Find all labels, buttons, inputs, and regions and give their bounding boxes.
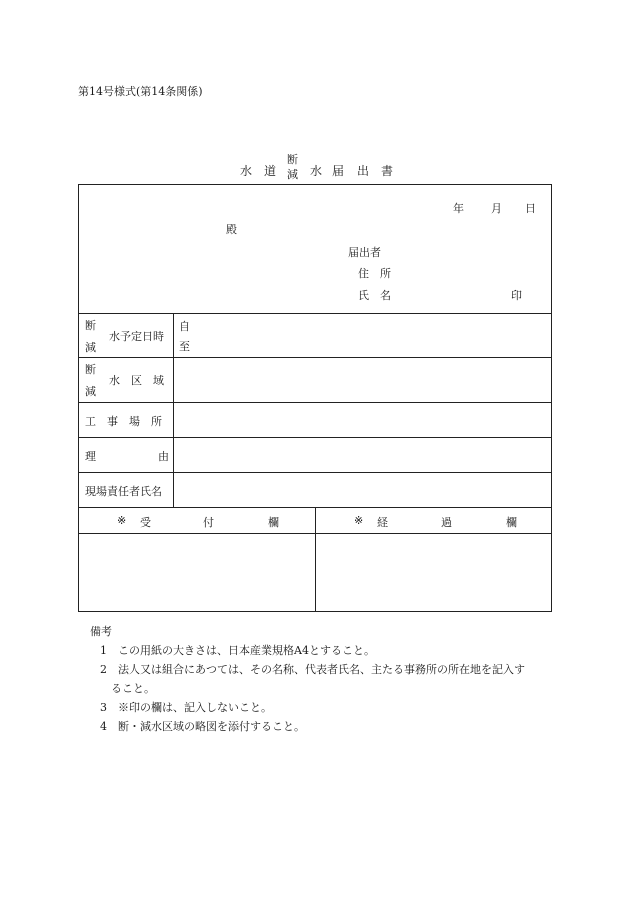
column-divider bbox=[315, 507, 316, 611]
name-label: 氏 名 bbox=[358, 289, 391, 302]
address-label: 住 所 bbox=[358, 267, 391, 280]
area-stack-bottom: 減 bbox=[85, 385, 96, 398]
reason-label-left: 理 bbox=[85, 450, 96, 463]
reason-label-right: 由 bbox=[158, 450, 169, 463]
schedule-stack-top: 断 bbox=[85, 319, 96, 332]
notes-heading: 備考 bbox=[90, 625, 112, 638]
reception-char: 欄 bbox=[268, 516, 279, 529]
row-divider bbox=[79, 313, 551, 314]
title-stack-bottom: 減 bbox=[287, 168, 298, 181]
area-stack-top: 断 bbox=[85, 363, 96, 376]
title-char: 水 bbox=[310, 164, 323, 178]
schedule-to-label: 至 bbox=[179, 340, 190, 353]
note-item: 4 断・減水区域の略図を添付すること。 bbox=[100, 720, 305, 733]
progress-mark: ※ bbox=[354, 514, 364, 527]
schedule-stack bbox=[85, 315, 96, 359]
addressee-suffix: 殿 bbox=[226, 223, 237, 236]
reception-mark: ※ bbox=[117, 514, 127, 527]
note-item: 2 法人又は組合にあつては、その名称、代表者氏名、主たる事務所の所在地を記入す bbox=[100, 663, 525, 676]
reception-char: 付 bbox=[203, 516, 214, 529]
note-item: 3 ※印の欄は、記入しないこと。 bbox=[100, 701, 272, 714]
form-number-label: 第14号様式(第14条関係) bbox=[78, 85, 203, 98]
title-char: 道 bbox=[264, 164, 277, 178]
column-divider bbox=[173, 313, 174, 507]
notes-section bbox=[90, 622, 525, 736]
progress-char: 経 bbox=[377, 516, 388, 529]
schedule-from-label: 自 bbox=[179, 320, 190, 333]
progress-char: 過 bbox=[441, 516, 452, 529]
title-char: 出 bbox=[357, 164, 370, 178]
day-label: 日 bbox=[525, 202, 536, 215]
schedule-label: 水予定日時 bbox=[109, 330, 164, 343]
note-item: 1 この用紙の大きさは、日本産業規格A4とすること。 bbox=[100, 644, 375, 657]
construction-site-label: 工 事 場 所 bbox=[85, 415, 162, 428]
title-char: 水 bbox=[240, 164, 253, 178]
form-table bbox=[78, 184, 552, 612]
row-divider bbox=[79, 437, 551, 438]
site-manager-label: 現場責任者氏名 bbox=[85, 485, 162, 498]
row-divider bbox=[79, 402, 551, 403]
title-stack-top: 断 bbox=[287, 153, 298, 166]
year-label: 年 bbox=[453, 202, 464, 215]
area-stack bbox=[85, 359, 96, 403]
seal-label: 印 bbox=[511, 289, 522, 302]
title-char: 書 bbox=[381, 164, 394, 178]
title-char: 届 bbox=[332, 164, 345, 178]
title-stack bbox=[287, 152, 298, 182]
row-divider bbox=[79, 357, 551, 358]
document-title bbox=[240, 150, 440, 186]
applicant-label: 届出者 bbox=[348, 246, 381, 259]
progress-char: 欄 bbox=[506, 516, 517, 529]
month-label: 月 bbox=[491, 202, 502, 215]
reception-char: 受 bbox=[140, 516, 151, 529]
note-item: ること。 bbox=[100, 682, 155, 695]
area-label: 水 区 域 bbox=[109, 374, 164, 387]
schedule-stack-bottom: 減 bbox=[85, 341, 96, 354]
row-divider bbox=[79, 472, 551, 473]
